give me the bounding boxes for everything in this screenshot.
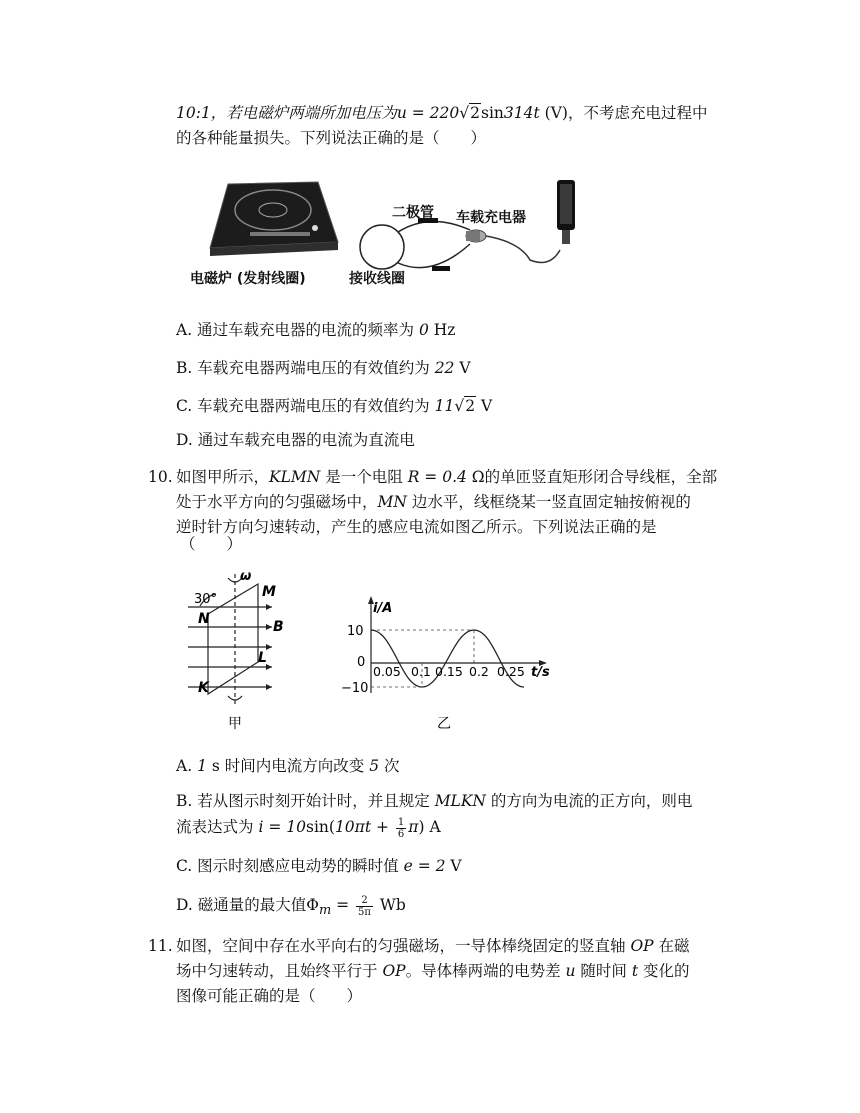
stem-text: 在磁 xyxy=(653,937,690,955)
y-tick-top: 10 xyxy=(347,624,364,639)
q10-option-a[interactable] xyxy=(176,754,400,779)
option-c-text: C. 图示时刻感应电动势的瞬时值 xyxy=(176,857,404,875)
sin-word: sin xyxy=(481,104,504,122)
option-b-text: B. 车载充电器两端电压的有效值约为 xyxy=(176,359,435,377)
phase-term: 10πt xyxy=(334,818,372,836)
stove-label: 电磁炉 (发射线圈) xyxy=(190,271,306,287)
q10-figure-yi xyxy=(335,590,555,740)
op-symbol: OP xyxy=(630,937,654,955)
x-tick: 0.2 xyxy=(469,664,489,679)
q10-stem-line4: （ ） xyxy=(180,535,243,553)
option-d-unit: Wb xyxy=(374,896,406,914)
charger-label: 车载充电器 xyxy=(456,210,526,226)
q10-stem-line3: 逆时针方向匀速转动，产生的感应电流如图乙所示。下列说法正确的是 xyxy=(176,518,657,536)
label-m: M xyxy=(262,584,276,600)
q10-stem-line2 xyxy=(176,490,691,515)
stem-text: Ω的单匝竖直矩形闭合导线框，全部 xyxy=(466,468,718,486)
receiver-label: 接收线圈 xyxy=(349,271,405,287)
omega-t: 314t xyxy=(503,104,540,122)
sqrt-symbol: √2 xyxy=(459,104,480,122)
caption-yi: 乙 xyxy=(437,716,451,732)
klmn-symbol: KLMN xyxy=(269,468,321,486)
equals: = xyxy=(419,468,443,486)
x-tick: 0.1 xyxy=(411,664,431,679)
option-a-text: A. 通过车载充电器的电流的频率为 xyxy=(176,321,419,339)
i-symbol: i xyxy=(258,818,264,836)
x-tick: 0.25 xyxy=(497,664,525,679)
stem-text: 是一个电阻 xyxy=(320,468,408,486)
x-axis-label: t/s xyxy=(531,665,550,680)
figure-jia-svg xyxy=(180,566,290,736)
label-n: N xyxy=(198,611,210,627)
q10-stem-line1 xyxy=(176,465,717,490)
option-a-text: 次 xyxy=(379,757,400,775)
q11-stem-line3: 图像可能正确的是（ ） xyxy=(176,987,363,1005)
q11-stem-line1 xyxy=(176,934,690,959)
equals: = xyxy=(263,818,287,836)
receiving-coil xyxy=(360,218,470,271)
u-variable: u xyxy=(396,104,407,122)
q9-figure xyxy=(180,172,600,297)
equals: = xyxy=(406,104,430,122)
x-tick: 0.05 xyxy=(373,664,401,679)
q9-stem-line2: 的各种能量损失。下列说法正确的是（ ） xyxy=(176,129,487,147)
u-symbol: u xyxy=(565,962,576,980)
op-symbol: OP xyxy=(382,962,406,980)
induction-cooker-image xyxy=(210,182,338,256)
t-symbol: t xyxy=(631,962,639,980)
option-a-num: 5 xyxy=(369,757,380,775)
mlkn-symbol: MLKN xyxy=(434,792,486,810)
q9-figure-svg xyxy=(180,172,600,297)
fraction-2-over-5pi: $\frac{2}{5\pi}$ xyxy=(358,894,371,918)
stem-text: 如图甲所示， xyxy=(176,468,270,486)
q9-stem-line1 xyxy=(176,101,707,126)
option-a-num: 1 xyxy=(197,757,207,775)
e-symbol: e xyxy=(403,857,413,875)
amplitude: 10 xyxy=(286,818,306,836)
y-tick-zero: 0 xyxy=(357,655,366,670)
phone-image xyxy=(557,180,575,244)
pi-symbol: π xyxy=(408,818,419,836)
stem-text: 随时间 xyxy=(575,962,632,980)
figure-yi-svg xyxy=(335,590,555,740)
fraction-one-sixth: $\frac{1}{6}$ xyxy=(397,816,405,840)
q11-stem-line2 xyxy=(176,959,690,984)
caption-jia: 甲 xyxy=(228,716,242,732)
option-b-unit: ) A xyxy=(418,818,441,836)
amplitude: 220 xyxy=(429,104,460,122)
option-a-value: 0 xyxy=(418,321,429,339)
option-c-text: C. 车载充电器两端电压的有效值约为 xyxy=(176,397,435,415)
y-tick-bottom: −10 xyxy=(341,681,369,696)
sin-word: sin( xyxy=(305,818,335,836)
label-l: L xyxy=(258,650,267,666)
equals: = xyxy=(412,857,436,875)
resistance-value: 0.4 xyxy=(442,468,467,486)
option-c-unit: V xyxy=(476,397,493,415)
option-b-value: 22 xyxy=(434,359,455,377)
q11-number: 11. xyxy=(148,937,173,955)
x-tick: 0.15 xyxy=(435,664,463,679)
stem-text: 边水平，线框绕某一竖直固定轴按俯视的 xyxy=(406,493,691,511)
option-b-unit: V xyxy=(454,359,471,377)
q10-number: 10. xyxy=(148,468,173,486)
label-b: B xyxy=(273,619,284,635)
q9-option-c[interactable] xyxy=(176,394,492,419)
q9-option-b[interactable] xyxy=(176,356,471,381)
angle-label: 30° xyxy=(194,592,218,607)
sqrt-symbol: √2 xyxy=(454,397,476,415)
equals: = xyxy=(331,896,355,914)
ratio-text: 10:1，若电磁炉两端所加电压为 xyxy=(176,104,397,122)
option-c-value: 2 xyxy=(435,857,446,875)
plus: + xyxy=(371,818,394,836)
r-symbol: R xyxy=(407,468,420,486)
option-a-label: A. xyxy=(176,757,198,775)
option-d-text: D. 磁通量的最大值Φ xyxy=(176,896,319,914)
diode-label: 二极管 xyxy=(392,205,434,221)
q9-option-d[interactable]: D. 通过车载充电器的电流为直流电 xyxy=(176,431,415,449)
subscript-m: m xyxy=(318,903,332,919)
unit-tail: (V)，不考虑充电过程中 xyxy=(539,104,708,122)
q10-option-b-line1[interactable] xyxy=(176,789,692,814)
stem-text: 。导体棒两端的电势差 xyxy=(405,962,566,980)
option-c-unit: V xyxy=(445,857,462,875)
option-b-text: 流表达式为 xyxy=(176,818,259,836)
omega-label: ω xyxy=(240,569,252,584)
option-a-text: s 时间内电流方向改变 xyxy=(206,757,370,775)
option-b-text: B. 若从图示时刻开始计时，并且规定 xyxy=(176,792,435,810)
q9-option-a[interactable] xyxy=(176,318,455,343)
stem-text: 场中匀速转动，且始终平行于 xyxy=(176,962,383,980)
y-axis-label: i/A xyxy=(373,601,393,616)
mn-symbol: MN xyxy=(377,493,407,511)
q10-option-d[interactable] xyxy=(176,893,406,923)
q10-option-b-line2[interactable] xyxy=(176,815,441,840)
option-a-unit: Hz xyxy=(428,321,456,339)
option-c-value: 11 xyxy=(434,397,455,415)
label-k: K xyxy=(198,680,209,696)
sqrt-arg: 2 xyxy=(470,104,480,122)
stem-text: 变化的 xyxy=(638,962,690,980)
q10-option-c[interactable] xyxy=(176,854,462,879)
stem-text: 如图，空间中存在水平向右的匀强磁场，一导体棒绕固定的竖直轴 xyxy=(176,937,631,955)
car-charger-image xyxy=(466,230,560,262)
option-b-text: 的方向为电流的正方向，则电 xyxy=(486,792,693,810)
stem-text: 处于水平方向的匀强磁场中， xyxy=(176,493,378,511)
sqrt-arg: 2 xyxy=(465,397,476,415)
q10-figure-jia xyxy=(180,566,290,736)
